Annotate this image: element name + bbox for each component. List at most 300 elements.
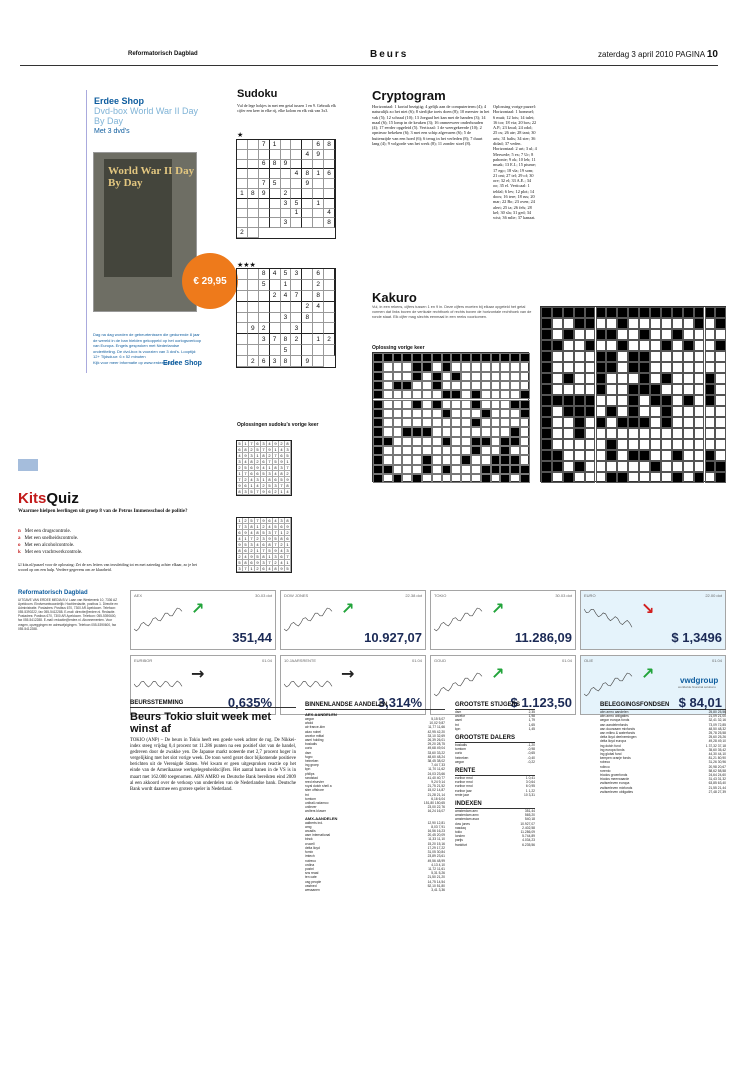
sudoku-cell[interactable] [248,140,259,150]
kakuro-cell[interactable] [661,318,672,329]
kakuro-cell[interactable] [617,406,628,417]
sudoku-cell[interactable] [259,169,270,179]
kakuro-cell[interactable] [585,329,596,340]
kakuro-cell[interactable] [510,409,520,418]
kakuro-cell[interactable] [432,418,442,427]
sudoku-grid-1[interactable] [236,139,336,239]
kakuro-cell[interactable] [694,373,705,384]
kakuro-cell[interactable] [617,384,628,395]
kakuro-cell[interactable] [402,465,412,474]
kakuro-cell[interactable] [672,373,683,384]
kakuro-cell[interactable] [715,450,726,461]
kakuro-cell[interactable] [491,381,501,390]
kakuro-cell[interactable] [442,455,452,464]
kakuro-cell[interactable] [694,351,705,362]
sudoku-cell[interactable] [237,269,248,280]
kakuro-cell[interactable] [481,455,491,464]
kakuro-cell[interactable] [672,461,683,472]
kakuro-cell[interactable] [461,409,471,418]
kakuro-cell[interactable] [442,418,452,427]
sudoku-cell[interactable] [313,160,324,170]
kakuro-cell[interactable] [606,395,617,406]
kakuro-cell[interactable] [491,390,501,399]
kakuro-cell[interactable] [491,474,501,483]
kakuro-cell[interactable] [596,340,607,351]
sudoku-cell[interactable] [324,150,335,160]
kakuro-cell[interactable] [451,437,461,446]
sudoku-cell[interactable] [313,323,324,334]
kakuro-cell[interactable] [596,428,607,439]
kakuro-cell[interactable] [412,418,422,427]
kakuro-cell[interactable] [683,472,694,483]
kakuro-cell[interactable] [596,395,607,406]
sudoku-cell[interactable] [237,302,248,313]
kakuro-cell[interactable] [715,417,726,428]
kakuro-cell[interactable] [520,446,530,455]
sudoku-cell[interactable] [313,209,324,219]
kakuro-cell[interactable] [639,340,650,351]
kakuro-cell[interactable] [574,351,585,362]
sudoku-cell[interactable] [259,218,270,228]
sudoku-cell[interactable] [248,291,259,302]
sudoku-cell[interactable] [291,140,302,150]
sudoku-cell[interactable] [281,140,292,150]
kakuro-cell[interactable] [471,381,481,390]
kakuro-cell[interactable] [393,362,403,371]
kakuro-cell[interactable] [393,427,403,436]
kakuro-cell[interactable] [432,362,442,371]
kakuro-cell[interactable] [552,362,563,373]
kakuro-cell[interactable] [628,329,639,340]
sudoku-cell[interactable] [237,323,248,334]
sudoku-cell[interactable] [237,313,248,324]
kakuro-cell[interactable] [650,351,661,362]
sudoku-cell[interactable] [302,218,313,228]
sudoku-cell[interactable] [324,269,335,280]
sudoku-cell[interactable] [302,189,313,199]
sudoku-cell[interactable] [237,291,248,302]
kakuro-cell[interactable] [617,329,628,340]
kakuro-cell[interactable] [451,418,461,427]
kakuro-cell[interactable] [383,362,393,371]
kakuro-cell[interactable] [412,409,422,418]
sudoku-cell[interactable] [248,218,259,228]
kakuro-cell[interactable] [422,409,432,418]
kakuro-cell[interactable] [451,400,461,409]
sudoku-cell[interactable] [281,302,292,313]
kakuro-cell[interactable] [451,409,461,418]
sudoku-cell[interactable] [302,160,313,170]
sudoku-cell[interactable] [324,189,335,199]
kakuro-cell[interactable] [628,340,639,351]
kakuro-cell[interactable] [650,472,661,483]
kakuro-cell[interactable] [451,381,461,390]
kakuro-cell[interactable] [552,384,563,395]
kakuro-cell[interactable] [672,318,683,329]
kakuro-cell[interactable] [471,455,481,464]
kakuro-cell[interactable] [500,409,510,418]
kakuro-cell[interactable] [422,418,432,427]
kakuro-cell[interactable] [442,372,452,381]
kakuro-cell[interactable] [383,455,393,464]
kakuro-cell[interactable] [432,446,442,455]
kakuro-cell[interactable] [705,351,716,362]
kakuro-cell[interactable] [628,428,639,439]
sudoku-cell[interactable] [270,280,281,291]
kakuro-cell[interactable] [705,428,716,439]
kakuro-cell[interactable] [661,439,672,450]
kakuro-cell[interactable] [393,465,403,474]
kakuro-cell[interactable] [683,450,694,461]
kakuro-cell[interactable] [552,318,563,329]
kakuro-cell[interactable] [596,472,607,483]
kakuro-cell[interactable] [520,372,530,381]
kakuro-cell[interactable] [705,318,716,329]
sudoku-cell[interactable] [248,150,259,160]
kakuro-cell[interactable] [412,390,422,399]
kakuro-cell[interactable] [715,384,726,395]
kakuro-cell[interactable] [510,474,520,483]
kakuro-cell[interactable] [422,446,432,455]
sudoku-cell[interactable] [302,345,313,356]
kakuro-cell[interactable] [694,450,705,461]
kakuro-cell[interactable] [585,428,596,439]
kakuro-cell[interactable] [672,395,683,406]
kakuro-cell[interactable] [639,318,650,329]
kakuro-cell[interactable] [672,439,683,450]
kakuro-cell[interactable] [694,362,705,373]
kakuro-cell[interactable] [628,461,639,472]
kakuro-cell[interactable] [596,439,607,450]
kakuro-cell[interactable] [694,395,705,406]
kakuro-cell[interactable] [715,406,726,417]
kakuro-cell[interactable] [402,390,412,399]
kakuro-cell[interactable] [715,439,726,450]
kakuro-cell[interactable] [705,472,716,483]
kakuro-cell[interactable] [412,465,422,474]
kakuro-cell[interactable] [500,362,510,371]
kakuro-cell[interactable] [661,351,672,362]
sudoku-cell[interactable] [302,209,313,219]
sudoku-cell[interactable] [291,356,302,367]
kakuro-cell[interactable] [402,437,412,446]
kakuro-cell[interactable] [461,418,471,427]
sudoku-cell[interactable] [324,280,335,291]
kakuro-cell[interactable] [563,428,574,439]
kakuro-cell[interactable] [617,362,628,373]
kakuro-cell[interactable] [585,362,596,373]
kakuro-cell[interactable] [461,390,471,399]
kakuro-cell[interactable] [520,427,530,436]
kakuro-cell[interactable] [461,437,471,446]
kakuro-cell[interactable] [650,318,661,329]
kakuro-cell[interactable] [383,474,393,483]
kakuro-cell[interactable] [402,446,412,455]
kakuro-cell[interactable] [705,417,716,428]
sudoku-cell[interactable] [270,345,281,356]
kakuro-cell[interactable] [432,409,442,418]
sudoku-cell[interactable] [313,189,324,199]
sudoku-cell[interactable] [270,313,281,324]
kakuro-cell[interactable] [500,427,510,436]
kakuro-cell[interactable] [606,318,617,329]
kakuro-cell[interactable] [500,400,510,409]
sudoku-cell[interactable] [324,160,335,170]
kakuro-cell[interactable] [563,318,574,329]
kakuro-cell[interactable] [422,474,432,483]
kakuro-cell[interactable] [683,373,694,384]
sudoku-cell[interactable] [324,302,335,313]
kakuro-cell[interactable] [442,381,452,390]
kakuro-cell[interactable] [639,461,650,472]
kakuro-cell[interactable] [461,372,471,381]
kakuro-cell[interactable] [683,439,694,450]
kakuro-cell[interactable] [500,418,510,427]
kakuro-cell[interactable] [510,372,520,381]
sudoku-cell[interactable] [313,179,324,189]
kakuro-cell[interactable] [715,362,726,373]
kakuro-cell[interactable] [451,446,461,455]
kakuro-cell[interactable] [383,427,393,436]
kakuro-cell[interactable] [715,351,726,362]
sudoku-cell[interactable] [259,302,270,313]
sudoku-cell[interactable] [324,179,335,189]
kakuro-cell[interactable] [617,351,628,362]
sudoku-cell[interactable] [270,150,281,160]
kakuro-cell[interactable] [563,461,574,472]
kakuro-cell[interactable] [705,340,716,351]
kakuro-cell[interactable] [451,362,461,371]
kakuro-cell[interactable] [491,418,501,427]
sudoku-cell[interactable] [248,199,259,209]
kakuro-cell[interactable] [596,318,607,329]
sudoku-cell[interactable] [324,313,335,324]
kakuro-cell[interactable] [574,373,585,384]
sudoku-cell[interactable] [302,334,313,345]
kakuro-grid[interactable] [540,306,726,482]
sudoku-cell[interactable] [281,150,292,160]
kakuro-cell[interactable] [563,384,574,395]
sudoku-cell[interactable] [259,345,270,356]
kakuro-cell[interactable] [412,446,422,455]
kakuro-cell[interactable] [442,427,452,436]
kakuro-cell[interactable] [694,406,705,417]
kakuro-cell[interactable] [432,465,442,474]
kakuro-cell[interactable] [639,406,650,417]
kakuro-cell[interactable] [471,372,481,381]
sudoku-cell[interactable] [270,323,281,334]
kakuro-cell[interactable] [639,472,650,483]
kakuro-cell[interactable] [442,446,452,455]
kakuro-cell[interactable] [451,455,461,464]
sudoku-cell[interactable] [324,345,335,356]
kakuro-cell[interactable] [442,400,452,409]
sudoku-cell[interactable] [237,209,248,219]
kakuro-cell[interactable] [393,400,403,409]
kakuro-cell[interactable] [574,340,585,351]
sudoku-cell[interactable] [281,169,292,179]
sudoku-cell[interactable] [313,356,324,367]
sudoku-cell[interactable] [248,209,259,219]
sudoku-cell[interactable] [302,323,313,334]
kakuro-cell[interactable] [650,340,661,351]
kakuro-cell[interactable] [461,381,471,390]
kakuro-cell[interactable] [481,418,491,427]
sudoku-cell[interactable] [259,291,270,302]
kakuro-cell[interactable] [500,381,510,390]
cryptogram-grid[interactable] [540,105,725,285]
kakuro-cell[interactable] [672,428,683,439]
kakuro-cell[interactable] [606,417,617,428]
kakuro-cell[interactable] [694,461,705,472]
kakuro-cell[interactable] [471,409,481,418]
kakuro-cell[interactable] [563,450,574,461]
sudoku-cell[interactable] [270,209,281,219]
sudoku-cell[interactable] [248,228,259,238]
sudoku-cell[interactable] [259,199,270,209]
sudoku-cell[interactable] [248,345,259,356]
kakuro-cell[interactable] [432,390,442,399]
kakuro-cell[interactable] [672,384,683,395]
kakuro-cell[interactable] [617,450,628,461]
sudoku-cell[interactable] [237,140,248,150]
kakuro-cell[interactable] [705,406,716,417]
kakuro-cell[interactable] [402,400,412,409]
kakuro-cell[interactable] [432,455,442,464]
kakuro-cell[interactable] [510,362,520,371]
kakuro-cell[interactable] [383,390,393,399]
kakuro-cell[interactable] [606,461,617,472]
kakuro-cell[interactable] [617,439,628,450]
kakuro-cell[interactable] [552,406,563,417]
kakuro-cell[interactable] [383,446,393,455]
erdee-shop-ad[interactable] [86,90,227,373]
sudoku-cell[interactable] [248,302,259,313]
sudoku-cell[interactable] [248,280,259,291]
sudoku-cell[interactable] [281,209,292,219]
kakuro-cell[interactable] [650,417,661,428]
kakuro-cell[interactable] [672,351,683,362]
kakuro-cell[interactable] [393,390,403,399]
sudoku-cell[interactable] [259,209,270,219]
kakuro-cell[interactable] [606,340,617,351]
kakuro-cell[interactable] [383,372,393,381]
sudoku-cell[interactable] [248,269,259,280]
kakuro-cell[interactable] [683,318,694,329]
sudoku-cell[interactable] [302,280,313,291]
kakuro-cell[interactable] [552,439,563,450]
kakuro-cell[interactable] [471,362,481,371]
kakuro-cell[interactable] [650,329,661,340]
kakuro-cell[interactable] [471,474,481,483]
kakuro-cell[interactable] [585,461,596,472]
kakuro-cell[interactable] [491,437,501,446]
sudoku-cell[interactable] [259,150,270,160]
kakuro-cell[interactable] [451,427,461,436]
kakuro-cell[interactable] [552,472,563,483]
kakuro-cell[interactable] [491,362,501,371]
kakuro-cell[interactable] [383,381,393,390]
kakuro-cell[interactable] [402,409,412,418]
sudoku-cell[interactable] [248,160,259,170]
kakuro-cell[interactable] [563,417,574,428]
kakuro-cell[interactable] [705,439,716,450]
sudoku-cell[interactable] [281,179,292,189]
sudoku-cell[interactable] [237,169,248,179]
kakuro-cell[interactable] [596,450,607,461]
kakuro-cell[interactable] [694,340,705,351]
kakuro-cell[interactable] [661,461,672,472]
kakuro-cell[interactable] [393,437,403,446]
kakuro-cell[interactable] [661,472,672,483]
kakuro-cell[interactable] [552,417,563,428]
kakuro-cell[interactable] [683,417,694,428]
kakuro-cell[interactable] [491,409,501,418]
kakuro-cell[interactable] [715,373,726,384]
sudoku-cell[interactable] [291,345,302,356]
kakuro-cell[interactable] [552,329,563,340]
kakuro-cell[interactable] [574,439,585,450]
kakuro-cell[interactable] [552,351,563,362]
kakuro-cell[interactable] [510,390,520,399]
sudoku-cell[interactable] [237,345,248,356]
sudoku-cell[interactable] [291,189,302,199]
ad-url[interactable]: Kijk voor meer informatie op www.erdeeshop.nl [93,359,177,365]
kakuro-cell[interactable] [563,362,574,373]
kakuro-cell[interactable] [402,474,412,483]
sudoku-cell[interactable] [237,280,248,291]
kakuro-cell[interactable] [422,400,432,409]
kakuro-cell[interactable] [563,351,574,362]
kakuro-cell[interactable] [574,450,585,461]
kakuro-cell[interactable] [628,373,639,384]
kakuro-cell[interactable] [563,340,574,351]
kakuro-cell[interactable] [606,373,617,384]
kakuro-cell[interactable] [520,362,530,371]
kakuro-cell[interactable] [683,406,694,417]
kakuro-cell[interactable] [661,450,672,461]
sudoku-cell[interactable] [302,269,313,280]
kakuro-cell[interactable] [461,446,471,455]
kakuro-cell[interactable] [481,446,491,455]
kakuro-cell[interactable] [461,465,471,474]
kakuro-cell[interactable] [585,450,596,461]
kakuro-cell[interactable] [451,465,461,474]
kakuro-cell[interactable] [500,372,510,381]
sudoku-cell[interactable] [291,160,302,170]
kakuro-cell[interactable] [585,439,596,450]
kakuro-cell[interactable] [617,428,628,439]
sudoku-cell[interactable] [248,169,259,179]
kakuro-cell[interactable] [585,373,596,384]
kakuro-cell[interactable] [585,384,596,395]
kakuro-cell[interactable] [683,362,694,373]
kakuro-cell[interactable] [585,472,596,483]
kakuro-cell[interactable] [683,428,694,439]
kakuro-cell[interactable] [481,362,491,371]
kakuro-cell[interactable] [672,362,683,373]
sudoku-cell[interactable] [324,291,335,302]
kakuro-cell[interactable] [393,446,403,455]
sudoku-cell[interactable] [248,334,259,345]
kakuro-cell[interactable] [563,439,574,450]
kakuro-cell[interactable] [683,461,694,472]
kakuro-cell[interactable] [412,381,422,390]
kakuro-cell[interactable] [672,340,683,351]
kakuro-cell[interactable] [422,437,432,446]
kakuro-cell[interactable] [432,474,442,483]
kakuro-cell[interactable] [461,400,471,409]
